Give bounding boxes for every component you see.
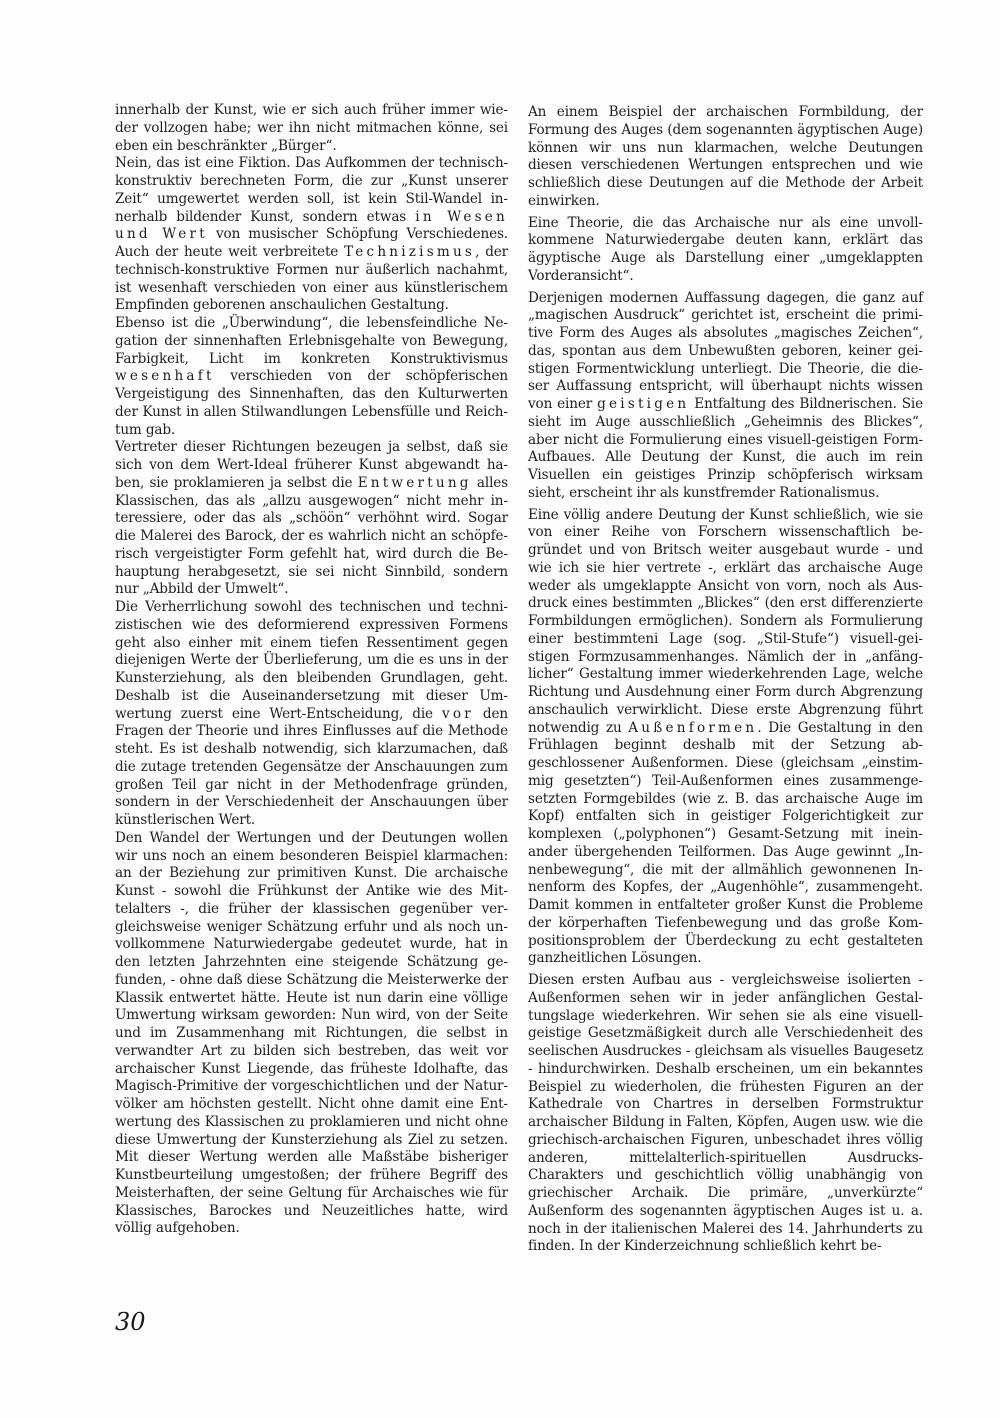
emphasis-spaced: Technizismus (344, 244, 476, 260)
paragraph (115, 599, 508, 830)
paragraph-text: Ebenso ist die „Überwindung“, die lebensfeindliche Negation der sinnenhaften Erlebnisgehalte von Bewegung, Farbigkeit, Licht im konkreten Konstruktivismus (115, 315, 508, 367)
paragraph-text: alles Klassischen, das als „allzu ausgewogen“ nicht mehr interessiere, oder das als „schöön“ verhöhnt wird. Sogar die Malerei des Barock, der es wahrlich nicht an schöpferisch vergeistigter Form gefehlt hat, wird durch die Behauptung herabgesetzt, sie sei nicht Sinnbild, sondern nur „Abbild der Umwelt“. (115, 474, 508, 598)
left-column (115, 102, 508, 1238)
emphasis-spaced: wesenhaft (115, 368, 215, 385)
paragraph-text: Den Wandel der Wertungen und der Deutungen wollen wir uns noch an einem besonderen Beispiel klarmachen: an der Beziehung zur primitiven Kunst. Die archaische Kunst - sowohl die Frühkunst der Antike wie des Mittelalters -, die früher der klassischen gegenüber vergleichsweise weniger Schätzung erfuhr und als noch unvollkommene Naturwiedergabe gedeutet wurde, hat in den letzten Jahrzehnten eine steigende Schätzung gefunden, - ohne daß diese Schätzung die Meisterwerke der Klassik entwertet hätte. Heute ist nun darin eine völlige Umwertung wirksam geworden: Nun wird, von der Seite und im Zusammenhang mit Richtungen, die selbst in verwandter Art zu bilden sich bestreben, das weit vor archaischer Kunst Liegende, das früheste Idolhafte, das Magisch-Primitive der vorgeschichtlichen und der Naturvölker am höchsten gestellt. Nicht ohne damit eine Entwertung des Klassischen zu proklamieren und nicht ohne diese Umwertung der Kunsterziehung als Ziel zu setzen. Mit dieser Wertung werden alle Maßstäbe bisheriger Kunstbeurteilung umgestoßen; der frühere Begriff des Meisterhaften, der seine Geltung für Archaisches wie für Klassisches, Barockes und Neuzeitliches hatte, wird völlig aufgehoben. (115, 829, 508, 1237)
paragraph-text: . Die Gestaltung in den Frühlagen beginnt deshalb mit der Setzung abgeschlossener Außenformen. Diese (gleichsam „einstimmig gesetzten“) Teil-Außenformen eines zusammengesetzten Formgebildes (wie z. B. das archaische Auge im Kopf) entfalten sich in geistiger Folgerichtigkeit zur komplexen („polyphonen“) Gesamt-Setzung mit ineinander übergehenden Teilformen. Das Auge gewinnt „Innenbewegung“, die mit der allmählich gewonnenen Innenform des Kopfes, der „Augenhöhle“, zusammengeht. Damit kommen in entfalteter großer Kunst die Probleme der körperhaften Tiefenbewegung und das große Kompositionsproblem der Überdeckung zu echt gestalteten ganzheitlichen Lösungen. (528, 719, 923, 967)
paragraph (528, 507, 923, 969)
paragraph (528, 215, 923, 286)
paragraph (528, 290, 923, 503)
paragraph (528, 972, 923, 1256)
paragraph-text: An einem Beispiel der archaischen Formbildung, der Formung des Auges (dem sogenannten ägyptischen Auge) können wir uns nun klarmachen, welche Deutungen diesen verschiedenen Wertungen entsprechen und wie schließlich diese Deutungen auf die Methode der Arbeit einwirken. (528, 104, 923, 209)
paragraph (528, 104, 923, 211)
right-column (528, 104, 923, 1260)
paragraph-text: Eine Theorie, die das Archaische nur als eine unvollkommene Naturwiedergabe deuten kann, erklärt das ägyptische Auge als Darstellung einer „umgeklappten Vorderansicht“. (528, 214, 923, 284)
emphasis-spaced: Entwertung (357, 474, 472, 491)
paragraph (115, 830, 508, 1238)
paragraph-text: , der technisch-konstruktive Formen nur äußerlich nachahmt, ist wesenhaft verschieden von einer aus künstlerischem Empfinden geborenen anschaulichen Gestaltung. (115, 244, 509, 314)
paragraph-text: Entfaltung des Bildnerischen. Sie sieht im Auge ausschließlich „Geheimnis des Blickes“, aber nicht die Formulierung eines visuell-geistigen Form-Aufbaues. Alle Deutung der Kunst, die auch im rein Visuellen ein geistiges Prinzip schöpferisch wirksam sieht, erscheint ihr als kunstfremder Rationalismus. (528, 396, 923, 501)
paragraph-text: Derjenigen modernen Auffassung dagegen, die ganz auf „magischen Ausdruck“ gerichtet ist, erscheint die primitive Form des Auges als absolutes „magisches Zeichen“, das, spontan aus dem Unbewußten geboren, keiner geistigen Formentwicklung unterliegt. Die Theorie, die dieser Auffassung entspricht, will überhaupt nichts wissen von einer (528, 289, 923, 412)
paragraph-text: Diesen ersten Aufbau aus - vergleichsweise isolierten - Außenformen sehen wir in jeder anfänglichen Gestaltungslage wiederkehren. Wir sehen sie als eine visuell-geistige Gesetzmäßigkeit durch alle Verschiedenheit des seelischen Ausdruckes - gleichsam als visuelles Baugesetz - hindurchwirken. Deshalb erscheinen, um ein bekanntes Beispiel zu wiederholen, die frühesten Figuren an der Kathedrale von Chartres in derselben Formstruktur archaischer Bildung in Falten, Köpfen, Augen usw. wie die griechisch-archaischen Figuren, unbeschadet ihres völlig anderen, mittelalterlich-spirituellen Ausdrucks-Charakters und geschichtlich völlig unabhängig von griechischer Archaik. Die primäre, „unverkürzte“ Außenform des sogenannten ägyptischen Auges ist u. a. noch in der italienischen Malerei des 14. Jahrhunderts zu finden. In der Kinderzeichnung schließlich kehrt be- (528, 972, 923, 1255)
paragraph (115, 155, 508, 315)
paragraph-text: Eine völlig andere Deutung der Kunst schließlich, wie sie von einer Reihe von Forschern wissenschaftlich begründet und von Britsch weiter ausgebaut wurde - und wie ich sie hier vertrete -, erklärt das archaische Auge weder als umgeklappte Ansicht von vorn, noch als Ausdruck eines bestimmten „Blickes“ (den erst differenzierte Formbildungen ermöglichen). Sondern als Formulierung einer bestimmteni Lage (sog. „Stil-Stufe“) visuell-geistigen Formzusammenhanges. Nämlich der in „anfänglicher“ Gestaltung immer wiederkehrenden Lage, welche Richtung und Ausdehnung einer Form durch Abgrenzung anschaulich verwirklicht. Diese erste Abgrenzung führt notwendig zu (528, 506, 923, 736)
paragraph-text: Die Verherrlichung sowohl des technischen und technizistischen wie des deformierend expressiven Formens geht also einher mit einem tiefen Ressentiment gegen diejenigen Werte der Überlieferung, um die es uns in der Kunsterziehung, als den bleibenden Grundlagen, geht. Deshalb ist die Auseinandersetzung mit dieser Umwertung zuerst eine Wert-Entscheidung, die (115, 599, 508, 722)
paragraph (115, 439, 508, 599)
paragraph-text: innerhalb der Kunst, wie er sich auch früher immer wieder vollzogen habe; wer ihn nicht mitmachen könne, sei eben ein beschränkter „Bürger“. (115, 102, 508, 154)
paragraph (115, 102, 508, 155)
emphasis-spaced: geistigen (597, 396, 690, 412)
paragraph-text: Nein, das ist eine Fiktion. Das Aufkommen der technisch-konstruktiv berechneten Form, die zur „Kunst unserer Zeit“ umgewertet werden soll, ist kein Stil-Wandel innerhalb bildender Kunst, sondern etwas (115, 155, 508, 225)
paragraph-text: verschieden von der schöpferischen Vergeistigung des Sinnenhaften, das den Kulturwerten der Kunst in allen Stilwandlungen Lebensfülle und Reichtum gab. (115, 368, 508, 438)
paragraph-text: von musischer Schöpfung Verschiedenes. Auch der heute weit verbreitete (115, 226, 508, 260)
page-number: 30 (115, 1308, 146, 1336)
emphasis-spaced: vor (441, 705, 474, 722)
paragraph (115, 315, 508, 439)
emphasis-spaced: Außenformen (628, 719, 758, 736)
emphasis-spaced: in Wesen und Wert (115, 208, 508, 243)
paragraph-text: Vertreter dieser Richtungen bezeugen ja selbst, daß sie sich von dem Wert-Ideal früherer Kunst abgewandt haben, sie proklamieren ja selbst die (115, 439, 508, 491)
paragraph-text: den Fragen der Theorie und ihres Einflusses auf die Methode steht. Es ist deshalb notwendig, sich klarzumachen, daß die zutage tretenden Gegensätze der Anschauungen zum großen Teil gar nicht in der Methodenfrage gründen, sondern in der Verschiedenheit der Anschauungen über künstlerischen Wert. (115, 705, 508, 828)
